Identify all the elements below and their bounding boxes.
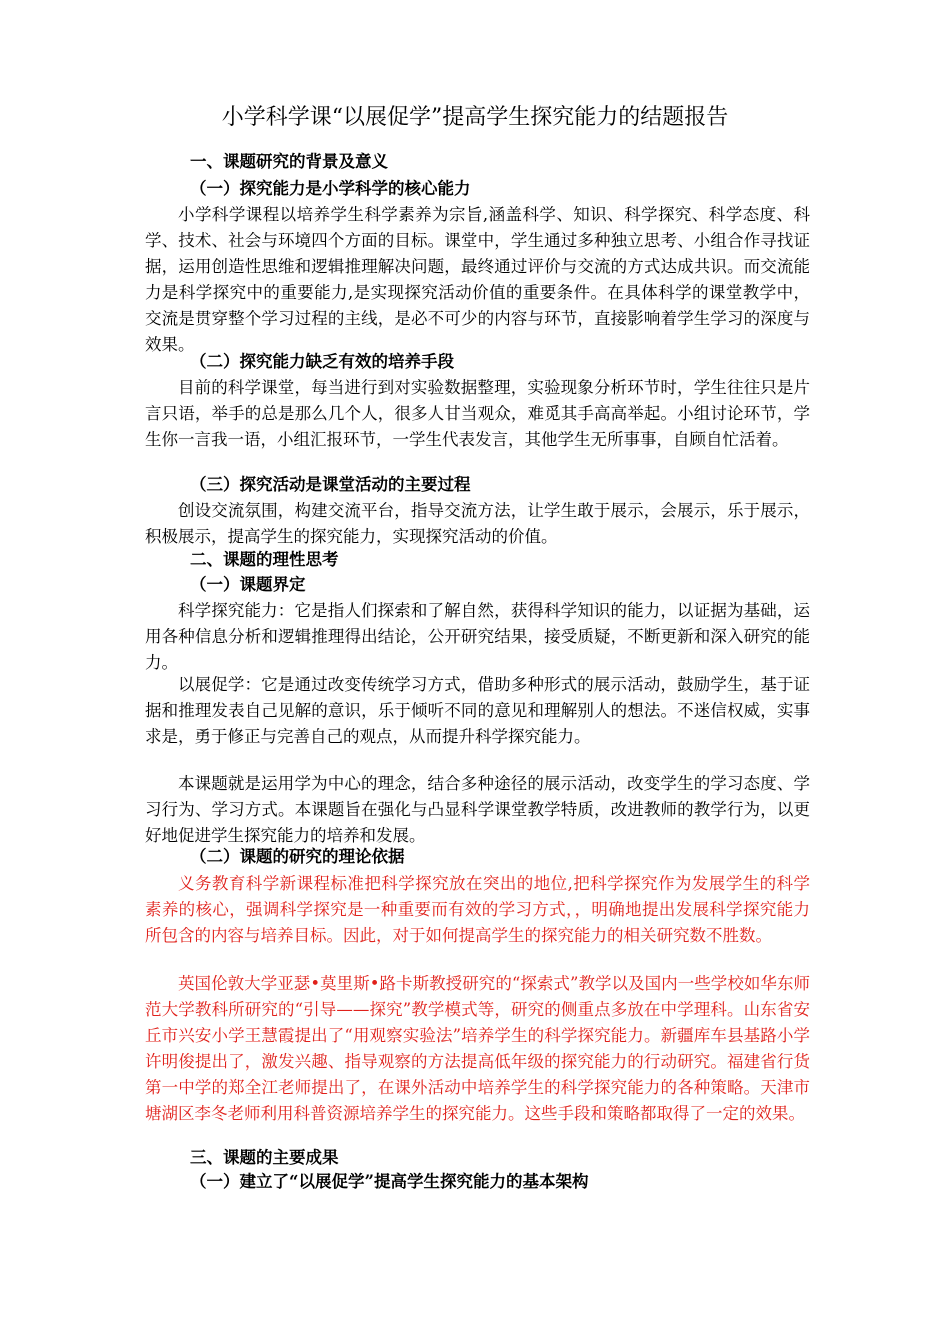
subsection-heading-2-2: （二）课题的研究的理论依据: [190, 847, 405, 866]
paragraph-2: 目前的科学课堂，每当进行到对实验数据整理，实验现象分析环节时，学生往往只是片言只语，举手的总是那么几个人，很多人甘当观众，难觅其手高高举起。小组讨论环节，学生你一言我一语，小组汇报环节，一学生代表发言，其他学生无所事事，自顾自忙活着。: [145, 378, 810, 449]
paragraph-4: 科学探究能力：它是指人们探索和了解自然，获得科学知识的能力，以证据为基础，运用各种信息分析和逻辑推理得出结论，公开研究结果，接受质疑，不断更新和深入研究的能力。: [145, 601, 810, 672]
page-title: 小学科学课“以展促学”提高学生探究能力的结题报告: [221, 105, 729, 130]
subsection-heading-1-2: （二）探究能力缺乏有效的培养手段: [190, 352, 454, 371]
subsection-heading-2-1: （一）课题界定: [190, 575, 306, 594]
paragraph-8: 英国伦敦大学亚瑟•莫里斯•路卡斯教授研究的“探索式”教学以及国内一些学校如华东师范大学教科所研究的“引导——探究”教学模式等，研究的侧重点多放在中学理科。山东省安丘市兴安小学王慧霞提出了“用观察实验法”培养学生的科学探究能力。新疆库车县基路小学许明俊提出了，激发兴趣、指导观察的方法提高低年级的探究能力的行动研究。福建省行货第一中学的郑全江老师提出了，在课外活动中培养学生的科学探究能力的各种策略。天津市塘湖区李冬老师利用科普资源培养学生的探究能力。这些手段和策略都取得了一定的效果。: [145, 974, 810, 1123]
subsection-heading-1-3: （三）探究活动是课堂活动的主要过程: [190, 475, 471, 494]
section-heading-2: 二、课题的理性思考: [190, 550, 339, 569]
paragraph-5: 以展促学：它是通过改变传统学习方式，借助多种形式的展示活动，鼓励学生，基于证据和推理发表自己见解的意识，乐于倾听不同的意见和理解别人的想法。不迷信权威，实事求是，勇于修正与完善自己的观点，从而提升科学探究能力。: [145, 675, 810, 746]
paragraph-6: 本课题就是运用学为中心的理念，结合多种途径的展示活动，改变学生的学习态度、学习行为、学习方式。本课题旨在强化与凸显科学课堂教学特质，改进教师的教学行为，以更好地促进学生探究能力的培养和发展。: [145, 774, 810, 845]
section-heading-3: 三、课题的主要成果: [190, 1148, 339, 1167]
paragraph-7: 义务教育科学新课程标准把科学探究放在突出的地位,把科学探究作为发展学生的科学素养的核心，强调科学探究是一种重要而有效的学习方式，，明确地提出发展科学探究能力所包含的内容与培养目标。因此，对于如何提高学生的探究能力的相关研究数不胜数。: [145, 874, 810, 945]
subsection-heading-1-1: （一）探究能力是小学科学的核心能力: [190, 179, 471, 198]
subsection-heading-3-1: （一）建立了“以展促学”提高学生探究能力的基本架构: [190, 1172, 589, 1191]
section-heading-1: 一、课题研究的背景及意义: [190, 152, 388, 171]
paragraph-1: 小学科学课程以培养学生科学素养为宗旨,涵盖科学、知识、科学探究、科学态度、科学、技术、社会与环境四个方面的目标。课堂中，学生通过多种独立思考、小组合作寻找证据，运用创造性思维和逻辑推理解决问题，最终通过评价与交流的方式达成共识。而交流能力是科学探究中的重要能力,是实现探究活动价值的重要条件。在具体科学的课堂教学中，交流是贯穿整个学习过程的主线，是必不可少的内容与环节，直接影响着学生学习的深度与效果。: [145, 205, 810, 354]
paragraph-3: 创设交流氛围，构建交流平台，指导交流方法，让学生敢于展示，会展示，乐于展示，积极展示，提高学生的探究能力，实现探究活动的价值。: [145, 501, 810, 546]
